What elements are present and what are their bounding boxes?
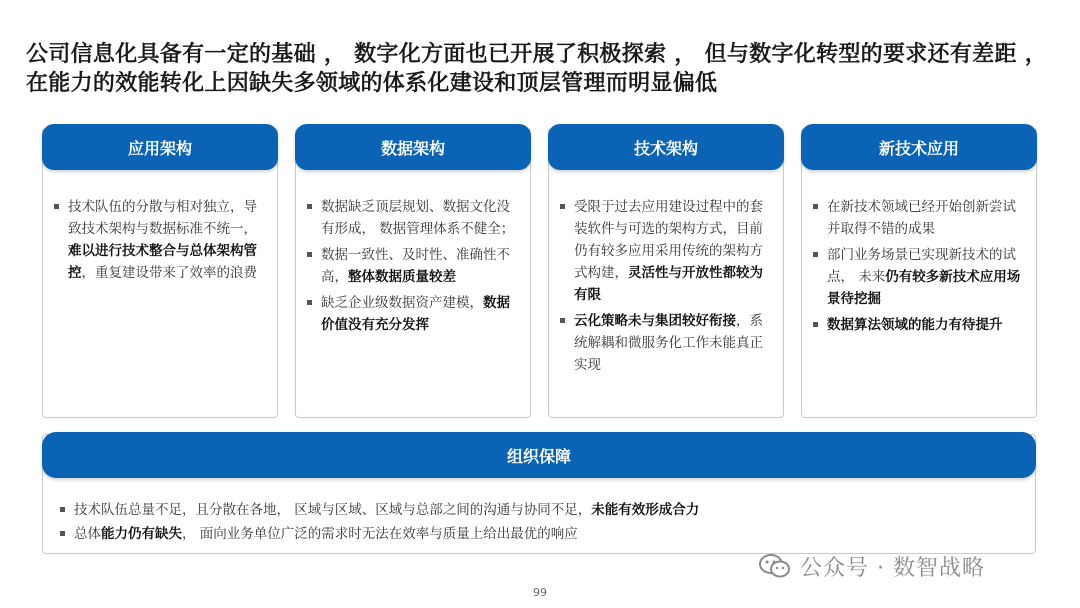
emphasis-text: 整体数据质量较差 bbox=[348, 269, 456, 285]
emphasis-text: 仍有较多新技术应用场景待挖掘 bbox=[827, 269, 1021, 307]
page-number: 99 bbox=[533, 586, 547, 599]
item-text: 技术队伍总量不足，且分散在各地， 区域与区域、区域与总部之间的沟通与协同不足， bbox=[74, 502, 592, 518]
emphasis-text: 能力仍有缺失 bbox=[101, 526, 182, 542]
item-text: ，重复建设带来了效率的浪费 bbox=[81, 265, 257, 281]
list-item bbox=[554, 310, 776, 376]
org-heading: 组织保障 bbox=[42, 432, 1036, 478]
card-heading-data-architecture: 数据架构 bbox=[295, 124, 531, 170]
item-text: 在新技术领域已经开始创新尝试并取得不错的成果 bbox=[827, 199, 1016, 237]
list-item bbox=[301, 292, 523, 336]
emphasis-text: 数据算法领域的能力有待提升 bbox=[827, 317, 1003, 333]
list-item bbox=[807, 196, 1029, 240]
emphasis-text: 灵活性与开放性都较为有限 bbox=[574, 265, 763, 303]
item-text: 部门业务场景已实现新技术的试点， 未来 bbox=[827, 247, 1016, 285]
emphasis-text: 难以进行技术整合与总体架构管控 bbox=[68, 243, 257, 281]
org-items bbox=[56, 498, 1016, 546]
card-items-data-architecture bbox=[301, 196, 523, 340]
watermark bbox=[758, 552, 985, 580]
list-item bbox=[48, 196, 270, 284]
page-title: 公司信息化具备有一定的基础 ， 数字化方面也已开展了积极探索 ， 但与数字化转型的要求还有差距 ， 在能力的效能转化上因缺失多领域的体系化建设和顶层管理而明显偏低 bbox=[26, 42, 1047, 96]
emphasis-text: 数据价值没有充分发挥 bbox=[321, 295, 510, 333]
list-item bbox=[56, 498, 1016, 522]
item-text: 总体 bbox=[74, 526, 101, 542]
emphasis-text: 未能有效形成合力 bbox=[591, 502, 700, 518]
emphasis-text: 云化策略未与集团较好衔接 bbox=[574, 313, 736, 329]
item-text: ， 面向业务单位广泛的需求时无法在效率与质量上给出最优的响应 bbox=[182, 526, 578, 542]
card-heading-new-technology-application: 新技术应用 bbox=[801, 124, 1037, 170]
item-text: 技术队伍的分散与相对独立，导致技术架构与数据标准不统一， bbox=[68, 199, 257, 237]
item-text: 受限于过去应用建设过程中的套装软件与可选的架构方式，目前仍有较多应用采用传统的架构方式构建， bbox=[574, 199, 763, 281]
card-items-new-technology-application bbox=[807, 196, 1029, 340]
list-item bbox=[301, 196, 523, 240]
card-items-application-architecture bbox=[48, 196, 270, 288]
card-items-technology-architecture bbox=[554, 196, 776, 380]
item-text: ，系统解耦和微服务化工作未能真正实现 bbox=[574, 313, 763, 373]
list-item bbox=[56, 522, 1016, 546]
item-text: 数据一致性、及时性、准确性不高， bbox=[321, 247, 510, 285]
list-item bbox=[807, 244, 1029, 310]
card-heading-technology-architecture: 技术架构 bbox=[548, 124, 784, 170]
item-text: 数据缺乏顶层规划、数据文化没有形成， 数据管理体系不健全； bbox=[321, 199, 515, 237]
list-item bbox=[554, 196, 776, 306]
list-item bbox=[807, 314, 1029, 336]
list-item bbox=[301, 244, 523, 288]
wechat-icon bbox=[758, 553, 792, 579]
watermark-text: 公众号 · 数智战略 bbox=[800, 555, 985, 581]
card-heading-application-architecture: 应用架构 bbox=[42, 124, 278, 170]
item-text: 缺乏企业级数据资产建模， bbox=[321, 295, 483, 311]
